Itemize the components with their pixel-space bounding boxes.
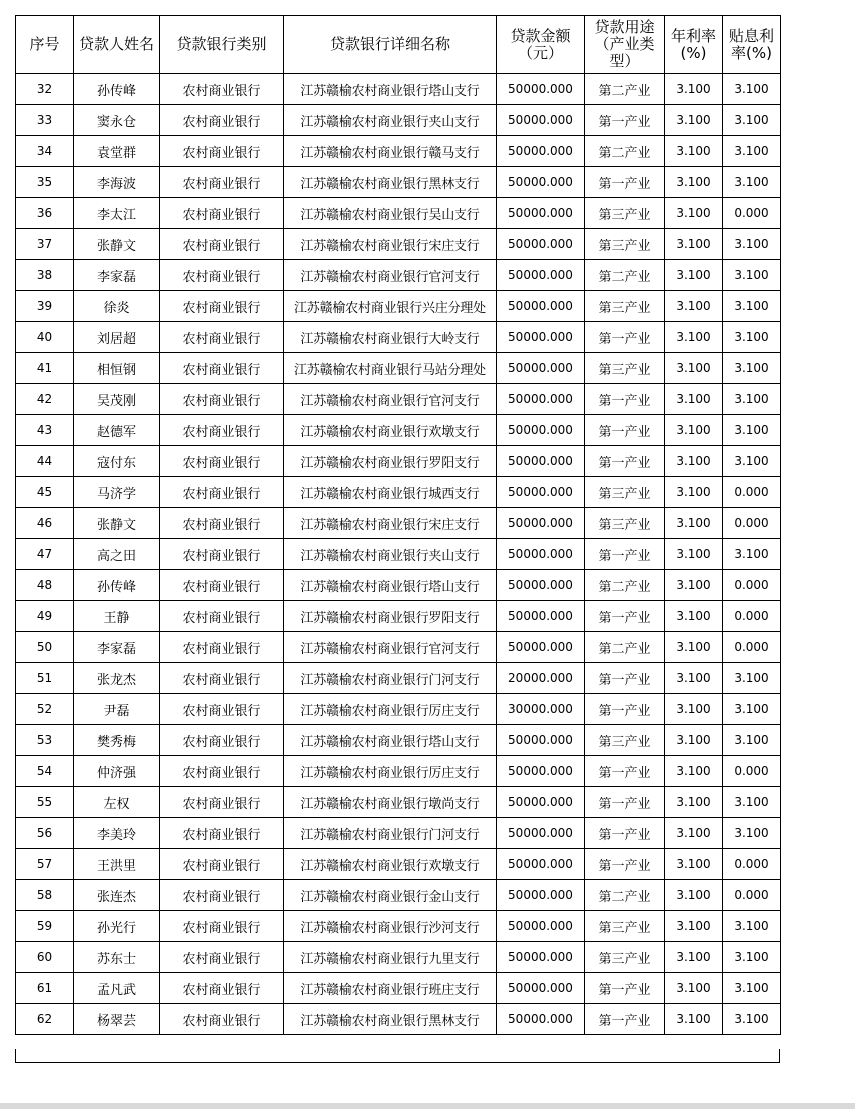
cell-bank-type: 农村商业银行 [160, 756, 284, 787]
cell-borrower-name: 李家磊 [74, 260, 160, 291]
cell-bank-type: 农村商业银行 [160, 508, 284, 539]
cell-subsidy-rate: 3.100 [723, 415, 781, 446]
cell-rate: 3.100 [665, 911, 723, 942]
cell-subsidy-rate: 3.100 [723, 663, 781, 694]
cell-seq: 56 [16, 818, 74, 849]
table-row [16, 167, 781, 198]
cell-bank-name: 江苏赣榆农村商业银行厉庄支行 [284, 756, 497, 787]
cell-purpose: 第一产业 [585, 1004, 665, 1035]
cell-bank-type: 农村商业银行 [160, 198, 284, 229]
cell-seq: 43 [16, 415, 74, 446]
table-row [16, 291, 781, 322]
cell-rate: 3.100 [665, 973, 723, 1004]
cell-bank-type: 农村商业银行 [160, 632, 284, 663]
cell-bank-name: 江苏赣榆农村商业银行宋庄支行 [284, 508, 497, 539]
table-row [16, 384, 781, 415]
cell-seq: 42 [16, 384, 74, 415]
cell-rate: 3.100 [665, 136, 723, 167]
cell-seq: 38 [16, 260, 74, 291]
cell-borrower-name: 孙传峰 [74, 74, 160, 105]
cell-purpose: 第二产业 [585, 880, 665, 911]
cell-rate: 3.100 [665, 477, 723, 508]
cell-seq: 58 [16, 880, 74, 911]
cell-borrower-name: 孟凡武 [74, 973, 160, 1004]
table-row [16, 880, 781, 911]
table-row [16, 74, 781, 105]
cell-rate: 3.100 [665, 415, 723, 446]
table-row [16, 911, 781, 942]
cell-amount: 50000.000 [497, 415, 585, 446]
cell-amount: 50000.000 [497, 818, 585, 849]
cell-purpose: 第三产业 [585, 198, 665, 229]
cell-purpose: 第二产业 [585, 136, 665, 167]
table-row [16, 818, 781, 849]
cell-bank-name: 江苏赣榆农村商业银行吴山支行 [284, 198, 497, 229]
cell-subsidy-rate: 3.100 [723, 105, 781, 136]
cell-bank-name: 江苏赣榆农村商业银行欢墩支行 [284, 415, 497, 446]
cell-rate: 3.100 [665, 818, 723, 849]
cell-seq: 45 [16, 477, 74, 508]
cell-purpose: 第二产业 [585, 570, 665, 601]
cell-bank-type: 农村商业银行 [160, 942, 284, 973]
cell-purpose: 第一产业 [585, 694, 665, 725]
cell-bank-name: 江苏赣榆农村商业银行沙河支行 [284, 911, 497, 942]
table-row [16, 322, 781, 353]
cell-purpose: 第三产业 [585, 508, 665, 539]
cell-borrower-name: 王洪里 [74, 849, 160, 880]
cell-bank-type: 农村商业银行 [160, 291, 284, 322]
cell-bank-type: 农村商业银行 [160, 787, 284, 818]
cell-bank-name: 江苏赣榆农村商业银行兴庄分理处 [284, 291, 497, 322]
cell-bank-type: 农村商业银行 [160, 322, 284, 353]
cell-purpose: 第一产业 [585, 663, 665, 694]
cell-bank-name: 江苏赣榆农村商业银行罗阳支行 [284, 601, 497, 632]
table-row [16, 725, 781, 756]
cell-borrower-name: 王静 [74, 601, 160, 632]
cell-amount: 50000.000 [497, 942, 585, 973]
table-row [16, 787, 781, 818]
header-seq: 序号 [16, 16, 74, 74]
cell-borrower-name: 尹磊 [74, 694, 160, 725]
cell-subsidy-rate: 0.000 [723, 198, 781, 229]
cell-bank-name: 江苏赣榆农村商业银行九里支行 [284, 942, 497, 973]
cell-amount: 50000.000 [497, 167, 585, 198]
cell-bank-type: 农村商业银行 [160, 260, 284, 291]
cell-purpose: 第三产业 [585, 477, 665, 508]
cell-subsidy-rate: 3.100 [723, 1004, 781, 1035]
bottom-scroll-strip [0, 1103, 855, 1109]
cell-subsidy-rate: 0.000 [723, 570, 781, 601]
cell-borrower-name: 赵德军 [74, 415, 160, 446]
cell-bank-type: 农村商业银行 [160, 136, 284, 167]
table-row [16, 849, 781, 880]
table-row [16, 105, 781, 136]
cell-borrower-name: 张连杰 [74, 880, 160, 911]
cell-subsidy-rate: 0.000 [723, 508, 781, 539]
cell-amount: 50000.000 [497, 291, 585, 322]
cell-bank-type: 农村商业银行 [160, 384, 284, 415]
cell-purpose: 第一产业 [585, 787, 665, 818]
cell-amount: 50000.000 [497, 632, 585, 663]
cell-bank-type: 农村商业银行 [160, 725, 284, 756]
table-row [16, 477, 781, 508]
table-body [16, 74, 781, 1035]
cell-rate: 3.100 [665, 539, 723, 570]
cell-seq: 44 [16, 446, 74, 477]
cell-seq: 51 [16, 663, 74, 694]
cell-bank-name: 江苏赣榆农村商业银行欢墩支行 [284, 849, 497, 880]
cell-seq: 33 [16, 105, 74, 136]
cell-subsidy-rate: 3.100 [723, 446, 781, 477]
cell-amount: 50000.000 [497, 446, 585, 477]
cell-bank-type: 农村商业银行 [160, 105, 284, 136]
cell-borrower-name: 苏东士 [74, 942, 160, 973]
cell-borrower-name: 张静文 [74, 508, 160, 539]
cell-rate: 3.100 [665, 229, 723, 260]
cell-purpose: 第一产业 [585, 415, 665, 446]
cell-bank-type: 农村商业银行 [160, 973, 284, 1004]
cell-amount: 50000.000 [497, 508, 585, 539]
cell-purpose: 第一产业 [585, 601, 665, 632]
cell-borrower-name: 高之田 [74, 539, 160, 570]
cell-subsidy-rate: 3.100 [723, 291, 781, 322]
cell-bank-name: 江苏赣榆农村商业银行塔山支行 [284, 725, 497, 756]
cell-bank-type: 农村商业银行 [160, 818, 284, 849]
cell-rate: 3.100 [665, 1004, 723, 1035]
cell-purpose: 第一产业 [585, 818, 665, 849]
cell-amount: 50000.000 [497, 477, 585, 508]
cell-bank-type: 农村商业银行 [160, 229, 284, 260]
cell-borrower-name: 仲济强 [74, 756, 160, 787]
cell-subsidy-rate: 0.000 [723, 632, 781, 663]
cell-seq: 41 [16, 353, 74, 384]
table-row [16, 756, 781, 787]
cell-subsidy-rate: 3.100 [723, 539, 781, 570]
cell-amount: 50000.000 [497, 601, 585, 632]
cell-rate: 3.100 [665, 291, 723, 322]
cell-subsidy-rate: 0.000 [723, 601, 781, 632]
cell-rate: 3.100 [665, 570, 723, 601]
cell-borrower-name: 李美玲 [74, 818, 160, 849]
cell-purpose: 第一产业 [585, 973, 665, 1004]
cell-amount: 50000.000 [497, 911, 585, 942]
cell-seq: 32 [16, 74, 74, 105]
cell-rate: 3.100 [665, 601, 723, 632]
cell-subsidy-rate: 3.100 [723, 136, 781, 167]
table-row [16, 229, 781, 260]
cell-amount: 50000.000 [497, 322, 585, 353]
table-row [16, 632, 781, 663]
cell-purpose: 第一产业 [585, 446, 665, 477]
cell-subsidy-rate: 3.100 [723, 725, 781, 756]
cell-bank-name: 江苏赣榆农村商业银行罗阳支行 [284, 446, 497, 477]
table-row [16, 663, 781, 694]
table-row [16, 942, 781, 973]
cell-borrower-name: 吴茂刚 [74, 384, 160, 415]
cell-rate: 3.100 [665, 353, 723, 384]
cell-bank-name: 江苏赣榆农村商业银行墩尚支行 [284, 787, 497, 818]
cell-purpose: 第一产业 [585, 539, 665, 570]
cell-borrower-name: 寇付东 [74, 446, 160, 477]
cell-seq: 59 [16, 911, 74, 942]
table-row [16, 136, 781, 167]
cell-amount: 50000.000 [497, 384, 585, 415]
cell-rate: 3.100 [665, 725, 723, 756]
cell-bank-type: 农村商业银行 [160, 415, 284, 446]
cell-subsidy-rate: 3.100 [723, 694, 781, 725]
cell-amount: 50000.000 [497, 787, 585, 818]
cell-subsidy-rate: 3.100 [723, 942, 781, 973]
cell-amount: 50000.000 [497, 260, 585, 291]
table-row [16, 539, 781, 570]
table-row [16, 973, 781, 1004]
cell-purpose: 第二产业 [585, 260, 665, 291]
cell-subsidy-rate: 3.100 [723, 787, 781, 818]
cell-amount: 20000.000 [497, 663, 585, 694]
header-row [16, 16, 781, 74]
table-row [16, 570, 781, 601]
cell-rate: 3.100 [665, 198, 723, 229]
cell-subsidy-rate: 3.100 [723, 818, 781, 849]
cell-rate: 3.100 [665, 632, 723, 663]
cell-seq: 47 [16, 539, 74, 570]
cell-bank-name: 江苏赣榆农村商业银行门河支行 [284, 663, 497, 694]
cell-borrower-name: 樊秀梅 [74, 725, 160, 756]
cell-subsidy-rate: 3.100 [723, 322, 781, 353]
cell-bank-type: 农村商业银行 [160, 477, 284, 508]
header-rate: 年利率(%) [665, 16, 723, 74]
cell-bank-type: 农村商业银行 [160, 911, 284, 942]
table-row [16, 1004, 781, 1035]
cell-rate: 3.100 [665, 446, 723, 477]
cell-rate: 3.100 [665, 74, 723, 105]
cell-seq: 50 [16, 632, 74, 663]
header-subsidy: 贴息利率(%) [723, 16, 781, 74]
cell-purpose: 第三产业 [585, 229, 665, 260]
cell-amount: 50000.000 [497, 539, 585, 570]
cell-bank-name: 江苏赣榆农村商业银行黑林支行 [284, 1004, 497, 1035]
cell-bank-name: 江苏赣榆农村商业银行厉庄支行 [284, 694, 497, 725]
cell-rate: 3.100 [665, 849, 723, 880]
header-amount: 贷款金额（元） [497, 16, 585, 74]
cell-rate: 3.100 [665, 942, 723, 973]
cell-subsidy-rate: 0.000 [723, 756, 781, 787]
cell-subsidy-rate: 3.100 [723, 74, 781, 105]
cell-borrower-name: 相恒钢 [74, 353, 160, 384]
cell-subsidy-rate: 0.000 [723, 880, 781, 911]
table-row [16, 508, 781, 539]
cell-borrower-name: 袁堂群 [74, 136, 160, 167]
cell-amount: 50000.000 [497, 74, 585, 105]
cell-amount: 50000.000 [497, 880, 585, 911]
cell-purpose: 第二产业 [585, 632, 665, 663]
cell-seq: 60 [16, 942, 74, 973]
cell-subsidy-rate: 3.100 [723, 260, 781, 291]
cell-bank-name: 江苏赣榆农村商业银行赣马支行 [284, 136, 497, 167]
header-name: 贷款人姓名 [74, 16, 160, 74]
cell-bank-type: 农村商业银行 [160, 694, 284, 725]
cell-amount: 50000.000 [497, 973, 585, 1004]
cell-seq: 54 [16, 756, 74, 787]
cell-bank-name: 江苏赣榆农村商业银行黑林支行 [284, 167, 497, 198]
cell-amount: 50000.000 [497, 725, 585, 756]
cell-subsidy-rate: 3.100 [723, 353, 781, 384]
cell-bank-name: 江苏赣榆农村商业银行门河支行 [284, 818, 497, 849]
cell-borrower-name: 孙传峰 [74, 570, 160, 601]
cell-amount: 30000.000 [497, 694, 585, 725]
cell-seq: 37 [16, 229, 74, 260]
cell-bank-name: 江苏赣榆农村商业银行夹山支行 [284, 105, 497, 136]
cell-amount: 50000.000 [497, 136, 585, 167]
cell-rate: 3.100 [665, 694, 723, 725]
loan-table [15, 15, 781, 1035]
cell-amount: 50000.000 [497, 353, 585, 384]
cell-borrower-name: 孙光行 [74, 911, 160, 942]
cell-purpose: 第二产业 [585, 74, 665, 105]
cell-seq: 53 [16, 725, 74, 756]
cell-bank-type: 农村商业银行 [160, 74, 284, 105]
cell-rate: 3.100 [665, 384, 723, 415]
table-row [16, 415, 781, 446]
cell-bank-type: 农村商业银行 [160, 353, 284, 384]
cell-subsidy-rate: 0.000 [723, 849, 781, 880]
cell-rate: 3.100 [665, 167, 723, 198]
cell-purpose: 第三产业 [585, 911, 665, 942]
cell-seq: 55 [16, 787, 74, 818]
cell-purpose: 第一产业 [585, 322, 665, 353]
cell-purpose: 第一产业 [585, 849, 665, 880]
cell-seq: 36 [16, 198, 74, 229]
cell-borrower-name: 马济学 [74, 477, 160, 508]
cell-bank-type: 农村商业银行 [160, 539, 284, 570]
cell-seq: 48 [16, 570, 74, 601]
header-bank-name: 贷款银行详细名称 [284, 16, 497, 74]
cell-borrower-name: 左权 [74, 787, 160, 818]
cell-bank-name: 江苏赣榆农村商业银行官河支行 [284, 384, 497, 415]
cell-bank-name: 江苏赣榆农村商业银行官河支行 [284, 260, 497, 291]
cell-purpose: 第一产业 [585, 167, 665, 198]
cell-rate: 3.100 [665, 880, 723, 911]
cell-seq: 57 [16, 849, 74, 880]
cell-seq: 40 [16, 322, 74, 353]
cell-subsidy-rate: 3.100 [723, 973, 781, 1004]
cell-bank-type: 农村商业银行 [160, 1004, 284, 1035]
cell-bank-type: 农村商业银行 [160, 663, 284, 694]
cell-rate: 3.100 [665, 756, 723, 787]
table-bottom-edge [15, 1049, 780, 1063]
table-row [16, 260, 781, 291]
cell-borrower-name: 李太江 [74, 198, 160, 229]
cell-purpose: 第三产业 [585, 291, 665, 322]
cell-bank-name: 江苏赣榆农村商业银行马站分理处 [284, 353, 497, 384]
table-row [16, 198, 781, 229]
table-row [16, 694, 781, 725]
cell-borrower-name: 杨翠芸 [74, 1004, 160, 1035]
cell-seq: 39 [16, 291, 74, 322]
cell-rate: 3.100 [665, 260, 723, 291]
cell-bank-type: 农村商业银行 [160, 601, 284, 632]
cell-rate: 3.100 [665, 105, 723, 136]
cell-bank-name: 江苏赣榆农村商业银行金山支行 [284, 880, 497, 911]
cell-subsidy-rate: 3.100 [723, 384, 781, 415]
cell-seq: 49 [16, 601, 74, 632]
cell-purpose: 第三产业 [585, 942, 665, 973]
cell-bank-name: 江苏赣榆农村商业银行班庄支行 [284, 973, 497, 1004]
cell-subsidy-rate: 0.000 [723, 477, 781, 508]
header-purpose: 贷款用途（产业类型） [585, 16, 665, 74]
cell-purpose: 第三产业 [585, 353, 665, 384]
cell-bank-type: 农村商业银行 [160, 570, 284, 601]
cell-rate: 3.100 [665, 322, 723, 353]
cell-amount: 50000.000 [497, 756, 585, 787]
cell-seq: 62 [16, 1004, 74, 1035]
cell-amount: 50000.000 [497, 570, 585, 601]
cell-bank-name: 江苏赣榆农村商业银行夹山支行 [284, 539, 497, 570]
cell-amount: 50000.000 [497, 105, 585, 136]
cell-purpose: 第一产业 [585, 756, 665, 787]
cell-seq: 35 [16, 167, 74, 198]
cell-rate: 3.100 [665, 663, 723, 694]
cell-bank-type: 农村商业银行 [160, 167, 284, 198]
cell-amount: 50000.000 [497, 229, 585, 260]
cell-bank-name: 江苏赣榆农村商业银行塔山支行 [284, 74, 497, 105]
cell-bank-name: 江苏赣榆农村商业银行大岭支行 [284, 322, 497, 353]
cell-bank-name: 江苏赣榆农村商业银行宋庄支行 [284, 229, 497, 260]
cell-seq: 61 [16, 973, 74, 1004]
cell-bank-type: 农村商业银行 [160, 880, 284, 911]
cell-bank-type: 农村商业银行 [160, 446, 284, 477]
cell-borrower-name: 张龙杰 [74, 663, 160, 694]
cell-subsidy-rate: 3.100 [723, 229, 781, 260]
cell-borrower-name: 李家磊 [74, 632, 160, 663]
cell-bank-type: 农村商业银行 [160, 849, 284, 880]
cell-rate: 3.100 [665, 508, 723, 539]
cell-rate: 3.100 [665, 787, 723, 818]
cell-seq: 52 [16, 694, 74, 725]
table-row [16, 601, 781, 632]
cell-seq: 46 [16, 508, 74, 539]
cell-subsidy-rate: 3.100 [723, 167, 781, 198]
header-bank-type: 贷款银行类别 [160, 16, 284, 74]
cell-borrower-name: 徐炎 [74, 291, 160, 322]
cell-borrower-name: 张静文 [74, 229, 160, 260]
table-row [16, 353, 781, 384]
cell-purpose: 第一产业 [585, 384, 665, 415]
cell-subsidy-rate: 3.100 [723, 911, 781, 942]
cell-amount: 50000.000 [497, 198, 585, 229]
cell-borrower-name: 刘居超 [74, 322, 160, 353]
cell-amount: 50000.000 [497, 1004, 585, 1035]
cell-bank-name: 江苏赣榆农村商业银行塔山支行 [284, 570, 497, 601]
cell-borrower-name: 窦永仓 [74, 105, 160, 136]
cell-seq: 34 [16, 136, 74, 167]
cell-purpose: 第一产业 [585, 105, 665, 136]
cell-bank-name: 江苏赣榆农村商业银行官河支行 [284, 632, 497, 663]
cell-bank-name: 江苏赣榆农村商业银行城西支行 [284, 477, 497, 508]
cell-borrower-name: 李海波 [74, 167, 160, 198]
table-row [16, 446, 781, 477]
cell-amount: 50000.000 [497, 849, 585, 880]
cell-purpose: 第三产业 [585, 725, 665, 756]
